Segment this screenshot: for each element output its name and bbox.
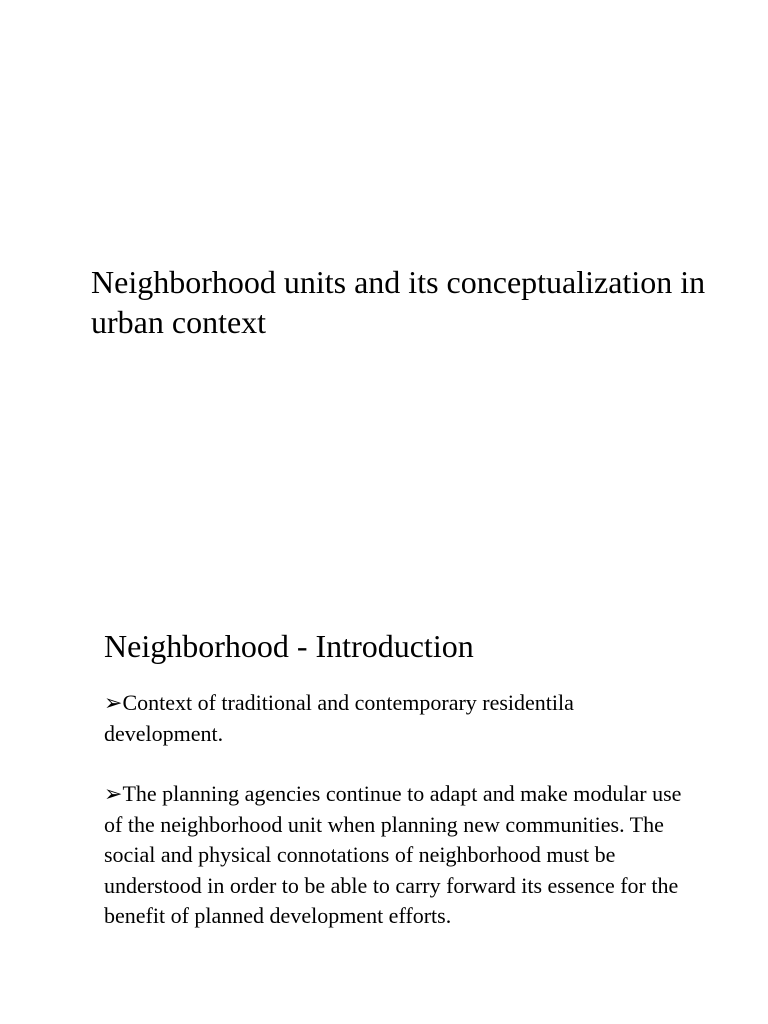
slide-title: Neighborhood - Introduction [104, 628, 474, 664]
bullet-item [104, 779, 684, 932]
bullet-text: Context of traditional and contemporary residentila development. [104, 690, 574, 746]
bullet-list [104, 688, 684, 962]
introduction-slide [0, 512, 768, 1024]
bullet-item [104, 688, 684, 749]
presentation-title: Neighborhood units and its conceptualization in urban context [91, 264, 706, 340]
arrow-bullet-icon: ➢ [104, 781, 123, 806]
bullet-text: The planning agencies continue to adapt and make modular use of the neighborhood unit when planning new communities. The social and physical connotations of neighborhood must be understood in order to be able to carry forward its essence for the benefit of planned development efforts. [104, 781, 682, 928]
arrow-bullet-icon: ➢ [104, 690, 123, 715]
